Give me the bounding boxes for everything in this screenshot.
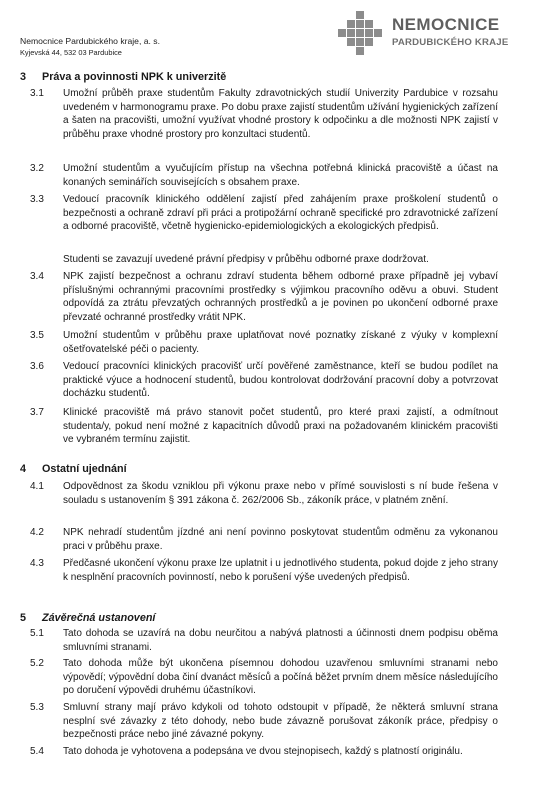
clause-5-2: [30, 657, 498, 698]
clause-text: Vedoucí pracovník klinického oddělení zajistí před zahájením praxe proškolení studentů o bezpečnosti a ochraně zdraví při práci a protipožární ochraně specifické pro zdravotnické zařízení a odborné pracoviště, včetně hygienicko-epidemiologických a ekologických předpisů.: [63, 194, 498, 233]
clause-4-1: [30, 480, 498, 507]
clause-text: Umožní průběh praxe studentům Fakulty zdravotnických studií Univerzity Pardubice v rozsahu uvedeném v harmonogramu praxe. Po dobu praxe zajistí studentům užívání hygienických zařízení a šaten na pracovišti, umožní využívat vhodné prostory k odpočinku a dle možnosti NPK zajistí v průběhu praxe vhodné prostory pro konzultaci studentů.: [63, 88, 498, 141]
clause-4-3: [30, 557, 498, 584]
clause-3-2: [30, 162, 498, 189]
clause-number: 3.4: [30, 271, 44, 282]
clause-number: 5.1: [30, 628, 44, 639]
section-4-heading: [20, 463, 127, 476]
organization-name: Nemocnice Pardubického kraje, a. s.: [20, 36, 160, 46]
clause-number: 3.7: [30, 407, 44, 418]
logo-title: NEMOCNICE: [392, 15, 500, 34]
clause-3-6: [30, 360, 498, 401]
clause-3-3-note: Studenti se zavazují uvedené právní předpisy v průběhu odborné praxe dodržovat.: [63, 254, 429, 265]
clause-text: Vedoucí pracovníci klinických pracovišť určí pověřené zaměstnance, kteří se budou podílet na praktické výuce a hodnocení studentů, budou kontrolovat dodržování pracovní doby a potvrzovat docházku studentů.: [63, 361, 498, 400]
clause-number: 3.5: [30, 330, 44, 341]
hospital-logo: [338, 11, 518, 57]
organization-address: Kyjevská 44, 532 03 Pardubice: [20, 48, 122, 57]
logo-subtitle: PARDUBICKÉHO KRAJE: [392, 37, 509, 48]
clause-4-2: [30, 526, 498, 553]
clause-3-4: [30, 270, 498, 325]
section-number: 4: [20, 463, 27, 475]
clause-text: Umožní studentům v průběhu praxe uplatňovat nové poznatky získané z výuky v komplexní ošetřovatelské péči o pacienty.: [63, 330, 498, 355]
clause-text: NPK nehradí studentům jízdné ani není povinno poskytovat studentům odměnu za vykonanou praci v průběhu praxe.: [63, 527, 498, 552]
logo-cross-icon: [338, 11, 382, 55]
clause-number: 5.2: [30, 658, 44, 669]
clause-number: 4.2: [30, 527, 44, 538]
clause-number: 3.1: [30, 88, 44, 99]
clause-text: Odpovědnost za škodu vzniklou při výkonu praxe nebo v přímé souvislosti s ní bude řešena v souladu s ustanovením § 391 zákona č. 262/2006 Sb., zákoník práce, v platném znění.: [63, 481, 498, 506]
clause-number: 5.4: [30, 746, 44, 757]
clause-text: Smluvní strany mají právo kdykoli od tohoto odstoupit v případě, že některá smluvní strana nesplní své závazky z této dohody, nebo bude závazně porušovat zákoník práce, předpisy o bezpečnosti práce nebo jiné závazné pokyny.: [63, 702, 498, 741]
clause-3-7: [30, 406, 498, 447]
section-5-heading: [20, 612, 155, 625]
clause-5-1: [30, 627, 498, 654]
clause-number: 3.3: [30, 194, 44, 205]
clause-text: Umožní studentům a vyučujícím přístup na všechna potřebná klinická pracoviště a účast na konaných seminářích souvisejících s obsahem praxe.: [63, 163, 498, 188]
clause-number: 3.6: [30, 361, 44, 372]
clause-5-4: [30, 745, 498, 759]
clause-number: 5.3: [30, 702, 44, 713]
clause-3-5: [30, 329, 498, 356]
clause-text: Tato dohoda je vyhotovena a podepsána ve dvou stejnopisech, každý s platností originálu.: [63, 746, 463, 757]
clause-3-1: [30, 87, 498, 142]
clause-text: Předčasné ukončení výkonu praxe lze uplatnit i u jednotlivého studenta, pokud dojde z jeho strany k nesplnění pracovních povinností, nebo k porušení výše uvedených předpisů.: [63, 558, 498, 583]
clause-number: 4.1: [30, 481, 44, 492]
clause-3-3: [30, 193, 498, 234]
clause-text: Tato dohoda se uzavírá na dobu neurčitou a nabývá platnosti a účinnosti dnem podpisu oběma smluvními stranami.: [63, 628, 498, 653]
clause-text: Klinické pracoviště má právo stanovit počet studentů, pro které praxi zajistí, a odmítnout studenta/y, pokud není možné z kapacitních důvodů praxi na požadovaném klinickém pracovišti ve vybraném termínu zajistit.: [63, 407, 498, 446]
clause-5-3: [30, 701, 498, 742]
section-number: 3: [20, 71, 27, 83]
section-3-heading: [20, 71, 226, 84]
section-title: Práva a povinnosti NPK k univerzitě: [42, 71, 227, 83]
clause-number: 3.2: [30, 163, 44, 174]
clause-text: NPK zajistí bezpečnost a ochranu zdraví studenta během odborné praxe případně jej vybaví příslušnými ochrannými pracovními prostředky s výjimkou pracovního oděvu a obuvi. Student odpovídá za ztrátu převzatých ochranných prostředků a je povinen po ukončení odborné praxe převzaté ochranné prostředky vrátit NPK.: [63, 271, 498, 324]
section-number: 5: [20, 612, 27, 624]
section-title: Závěrečná ustanovení: [42, 612, 156, 624]
clause-text: Tato dohoda může být ukončena písemnou dohodou uzavřenou smluvními stranami nebo výpovědí; výpovědní doba činí dvanáct měsíců a počíná běžet prvním dnem měsíce následujícího po doručení výpovědi druhému účastníkovi.: [63, 658, 498, 697]
clause-number: 4.3: [30, 558, 44, 569]
letterhead: [20, 35, 160, 59]
section-title: Ostatní ujednání: [42, 463, 127, 475]
